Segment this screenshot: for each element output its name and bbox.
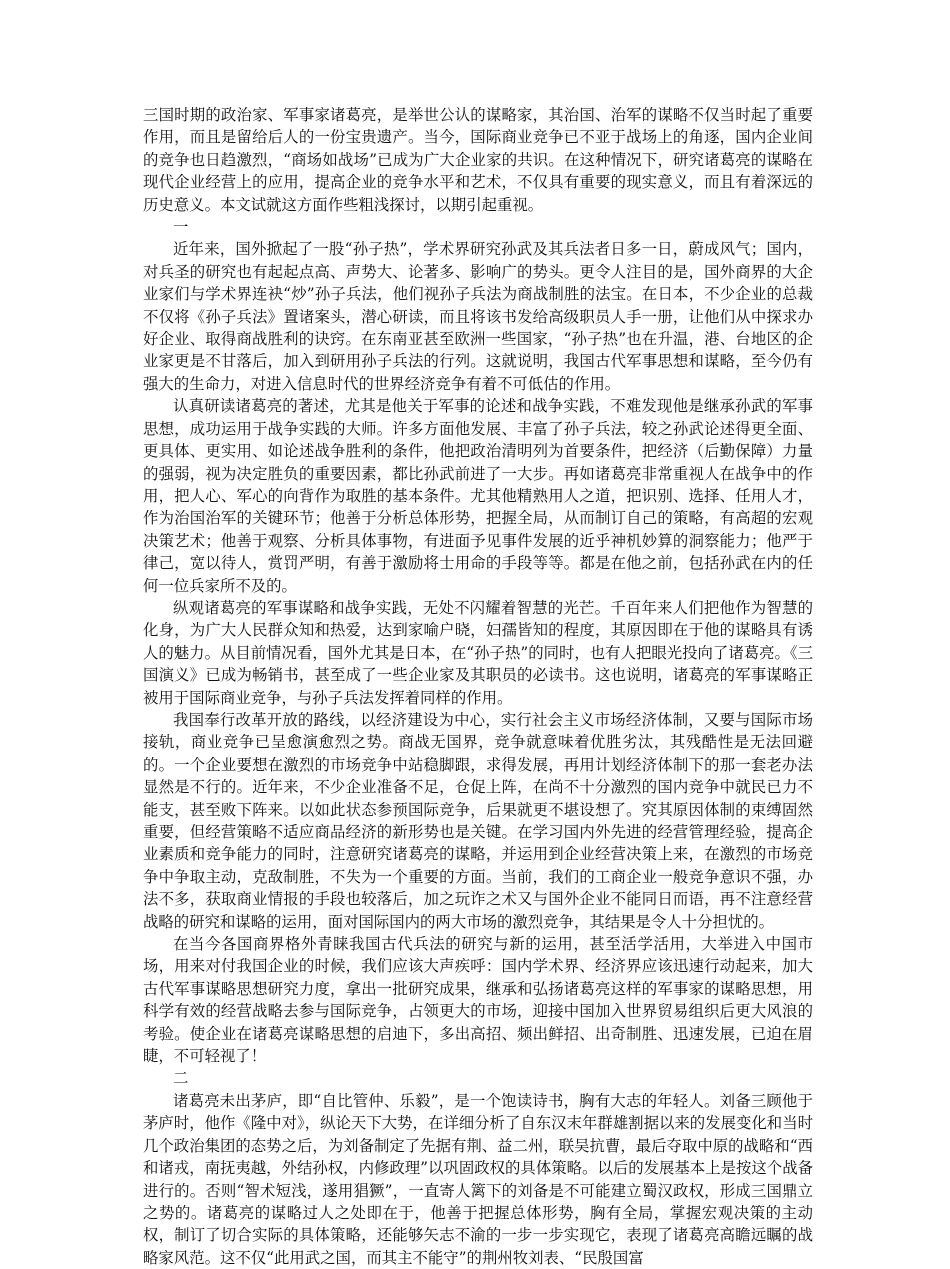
body-paragraph: 近年来，国外掀起了一股“孙子热”，学术界研究孙武及其兵法者日多一日，蔚成风气；国内，对兵圣的研究也有起起点高、声势大、论著多、影响广的势头。更令人注目的是，国外商界的大企业家们与学术界连袂“炒”孙子兵法，他们视孙子兵法为商战制胜的法宝。在日本，不少企业的总裁不仅将《孙子兵法》置诸案头，潜心研读，而且将该书发给高级职员人手一册，让他们从中探求办好企业、取得商战胜利的诀窍。在东南亚甚至欧洲一些国家，“孙子热”也在升温，港、台地区的企业家更是不甘落后，加入到研用孙子兵法的行列。这就说明，我国古代军事思想和谋略，至今仍有强大的生命力，对进入信息时代的世界经济竞争有着不可低估的作用。 <box>143 240 813 393</box>
intro-paragraph: 三国时期的政治家、军事家诸葛亮，是举世公认的谋略家，其治国、治军的谋略不仅当时起了重要作用，而且是留给后人的一份宝贵遗产。当今，国际商业竞争已不亚于战场上的角逐，国内企业间的竞争也日趋激烈，“商场如战场”已成为广大企业家的共识。在这种情况下，研究诸葛亮的谋略在现代企业经营上的应用，提高企业的竞争水平和艺术，不仅具有重要的现实意义，而且有着深远的历史意义。本文试就这方面作些粗浅探讨，以期引起重视。 <box>143 106 813 214</box>
body-paragraph: 我国奉行改革开放的路线，以经济建设为中心，实行社会主义市场经济体制，又要与国际市场接轨，商业竞争已呈愈演愈烈之势。商战无国界，竞争就意味着优胜劣汰，其残酷性是无法回避的。一个企业要想在激烈的市场竞争中站稳脚跟，求得发展，再用计划经济体制下的那一套老办法显然是不行的。近年来，不少企业准备不足，仓促上阵，在尚不十分激烈的国内竞争中就民已力不能支，甚至败下阵来。以如此状态参预国际竞争，后果就更不堪设想了。究其原因体制的束缚固然重要，但经营策略不适应商品经济的新形势也是关键。在学习国内外先进的经营管理经验，提高企业素质和竞争能力的同时，注意研究诸葛亮的谋略，并运用到企业经营决策上来，在激烈的市场竞争中争取主动，克敌制胜，不失为一个重要的方面。当前，我们的工商企业一般竞争意识不强，办法不多，获取商业情报的手段也较落后，加之玩诈之术又与国外企业不能同日而语，再不注意经营战略的研究和谋略的运用，面对国际国内的两大市场的激烈竞争，其结果是令人十分担忧的。 <box>143 710 813 931</box>
section-heading-two: 二 <box>173 1069 189 1088</box>
document-page <box>143 104 813 1269</box>
body-paragraph: 认真研读诸葛亮的著述，尤其是他关于军事的论述和战争实践，不难发现他是继承孙武的军事思想，成功运用于战争实践的大师。许多方面他发展、丰富了孙子兵法，较之孙武论述得更全面、更具体、更实用、如论述战争胜利的条件，他把政治清明列为首要条件，把经济（后勤保障）力量的强弱，视为决定胜负的重要因素，都比孙武前进了一大步。再如诸葛亮非常重视人在战争中的作用，把人心、军心的向背作为取胜的基本条件。尤其他精熟用人之道，把识别、选择、任用人才，作为治国治军的关键环节；他善于分析总体形势，把握全局，从而制订自己的策略，有高超的宏观决策艺术；他善于观察、分析具体事物，有进面予见事件发展的近乎神机妙算的洞察能力；他严于律己，宽以待人，赏罚严明，有善于激励将士用命的手段等等。都是在他之前，包括孙武在内的任何一位兵家所不及的。 <box>143 397 813 595</box>
body-paragraph: 诸葛亮未出茅庐，即“自比管仲、乐毅”，是一个饱读诗书，胸有大志的年轻人。刘备三顾他于茅庐时，他作《隆中对》，纵论天下大势，在详细分析了自东汉末年群雄割据以来的发展变化和当时几个政治集团的态势之后，为刘备制定了先据有荆、益二州，联吴抗曹，最后夺取中原的战略和“西和诸戎，南抚夷越，外结孙权，内修政理”以巩固政权的具体策略。以后的发展基本上是按这个战备进行的。否则“智术短浅，遂用猖獗”，一直寄人篱下的刘备是不可能建立蜀汉政权，形成三国鼎立之势的。诸葛亮的谋略过人之处即在于，他善于把握总体形势，胸有全局，掌握宏观决策的主动权，制订了切合实际的具体策略，还能够矢志不渝的一步一步实现它，表现了诸葛亮高瞻远瞩的战略家风范。这不仅“此用武之国，而其主不能守”的荆州牧刘表、“民殷国富 <box>143 1091 813 1267</box>
body-paragraph: 在当今各国商界格外青睐我国古代兵法的研究与新的运用，甚至活学活用，大举进入中国市场，用来对付我国企业的时候，我们应该大声疾呼：国内学术界、经济界应该迅速行动起来，加大古代军事谋略思想研究力度，拿出一批研究成果，继承和弘扬诸葛亮这样的军事家的谋略思想，用科学有效的经营战略去参与国际竞争，占领更大的市场，迎接中国加入世界贸易组织后更大风浪的考验。使企业在诸葛亮谋略思想的启迪下，多出高招、频出鲜招、出奇制胜、迅速发展，已迫在眉睫，不可轻视了！ <box>143 935 813 1066</box>
section-heading-one: 一 <box>173 218 189 237</box>
body-paragraph: 纵观诸葛亮的军事谋略和战争实践，无处不闪耀着智慧的光芒。千百年来人们把他作为智慧的化身，为广大人民群众知和热爱，达到家喻户晓，妇孺皆知的程度，其原因即在于他的谋略具有诱人的魅力。从目前情况看，国外尤其是日本，在“孙子热”的同时，也有人把眼光投向了诸葛亮。《三国演义》已成为畅销书，甚至成了一些企业家及其职员的必读书。这也说明，诸葛亮的军事谋略正被用于国际商业竞争，与孙子兵法发挥着同样的作用。 <box>143 598 813 707</box>
